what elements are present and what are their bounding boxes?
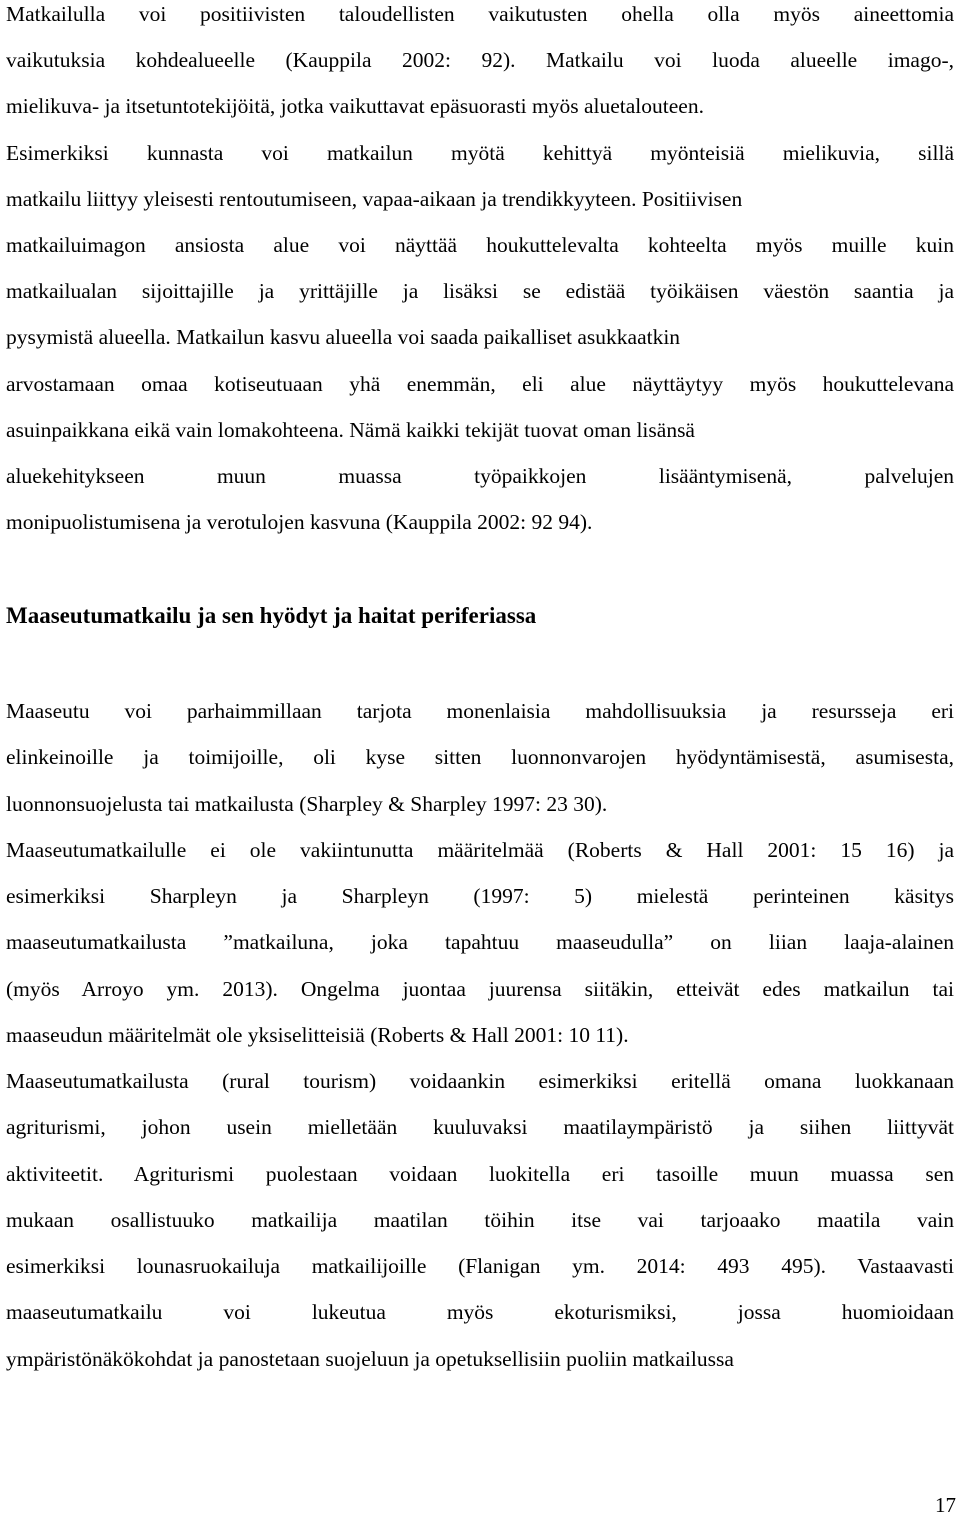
- text-line: monipuolistumisena ja verotulojen kasvuna (Kauppila 2002: 92 94).: [6, 510, 593, 535]
- text-line: matkailu liittyy yleisesti rentoutumiseen, vapaa-aikaan ja trendikkyyteen. Positiivisen: [6, 186, 743, 211]
- text-line: Esimerkiksi kunnasta voi matkailun myötä kehittyä myönteisiä mielikuvia, sillä: [6, 140, 954, 165]
- text-line: aluekehitykseen muun muassa työpaikkojen lisääntymisenä, palvelujen: [6, 464, 954, 488]
- text-line: arvostamaan omaa kotiseutuaan yhä enemmän, eli alue näyttäytyy myös houkuttelevana: [6, 371, 954, 396]
- text-line: maaseutumatkailusta ”matkailuna, joka tapahtuu maaseudulla” on liian laaja-alainen: [6, 930, 954, 955]
- text-line: aktiviteetit. Agriturismi puolestaan voidaan luokitella eri tasoille muun muassa sen: [6, 1161, 954, 1186]
- text-line: (myös Arroyo ym. 2013). Ongelma juontaa juurensa siitäkin, etteivät edes matkailun tai: [6, 976, 954, 1001]
- text-line: Maaseutumatkailulle ei ole vakiintunutta määritelmää (Roberts & Hall 2001: 15 16) ja: [6, 837, 954, 862]
- page-number: 17: [935, 1493, 956, 1517]
- text-line: mukaan osallistuuko matkailija maatilan töihin itse vai tarjoaako maatila vain: [6, 1207, 954, 1232]
- text-line: matkailuimagon ansiosta alue voi näyttää houkuttelevalta kohteelta myös muille kuin: [6, 233, 954, 257]
- text-line: Maaseutu voi parhaimmillaan tarjota monenlaisia mahdollisuuksia ja resursseja eri: [6, 699, 954, 723]
- text-line: asuinpaikkana eikä vain lomakohteena. Nämä kaikki tekijät tuovat oman lisänsä: [6, 417, 695, 442]
- text-line: maaseudun määritelmät ole yksiselitteisiä (Roberts & Hall 2001: 10 11).: [6, 1022, 629, 1047]
- text-line: matkailualan sijoittajille ja yrittäjille ja lisäksi se edistää työikäisen väestön saantia ja: [6, 279, 954, 304]
- text-line: ympäristönäkökohdat ja panostetaan suojeluun ja opetuksellisiin puoliin matkailussa: [6, 1346, 734, 1371]
- text-line: pysymistä alueella. Matkailun kasvu alueella voi saada paikalliset asukkaatkin: [6, 325, 681, 350]
- text-line: maaseutumatkailu voi lukeutua myös ekoturismiksi, jossa huomioidaan: [6, 1300, 954, 1325]
- text-line: Matkailulla voi positiivisten taloudellisten vaikutusten ohella olla myös aineettomia: [6, 2, 954, 26]
- text-line: luonnonsuojelusta tai matkailusta (Sharpley & Sharpley 1997: 23 30).: [6, 791, 608, 816]
- text-line: agriturismi, johon usein mielletään kuuluvaksi maatilaympäristö ja siihen liittyvät: [6, 1115, 954, 1140]
- text-line: mielikuva- ja itsetuntotekijöitä, jotka vaikuttavat epäsuorasti myös aluetalouteen.: [6, 94, 704, 119]
- text-line: esimerkiksi lounasruokailuja matkailijoille (Flanigan ym. 2014: 493 495). Vastaavasti: [6, 1254, 954, 1278]
- text-line: Maaseutumatkailusta (rural tourism) voidaankin esimerkiksi eritellä omana luokkanaan: [6, 1069, 954, 1093]
- text-line: elinkeinoille ja toimijoille, oli kyse sitten luonnonvarojen hyödyntämisestä, asumisesta,: [6, 745, 954, 770]
- text-line: vaikutuksia kohdealueelle (Kauppila 2002: 92). Matkailu voi luoda alueelle imago-,: [6, 48, 954, 73]
- text-line: esimerkiksi Sharpleyn ja Sharpleyn (1997: 5) mielestä perinteinen käsitys: [6, 884, 954, 908]
- section-heading: Maaseutumatkailu ja sen hyödyt ja haitat periferiassa: [6, 603, 537, 628]
